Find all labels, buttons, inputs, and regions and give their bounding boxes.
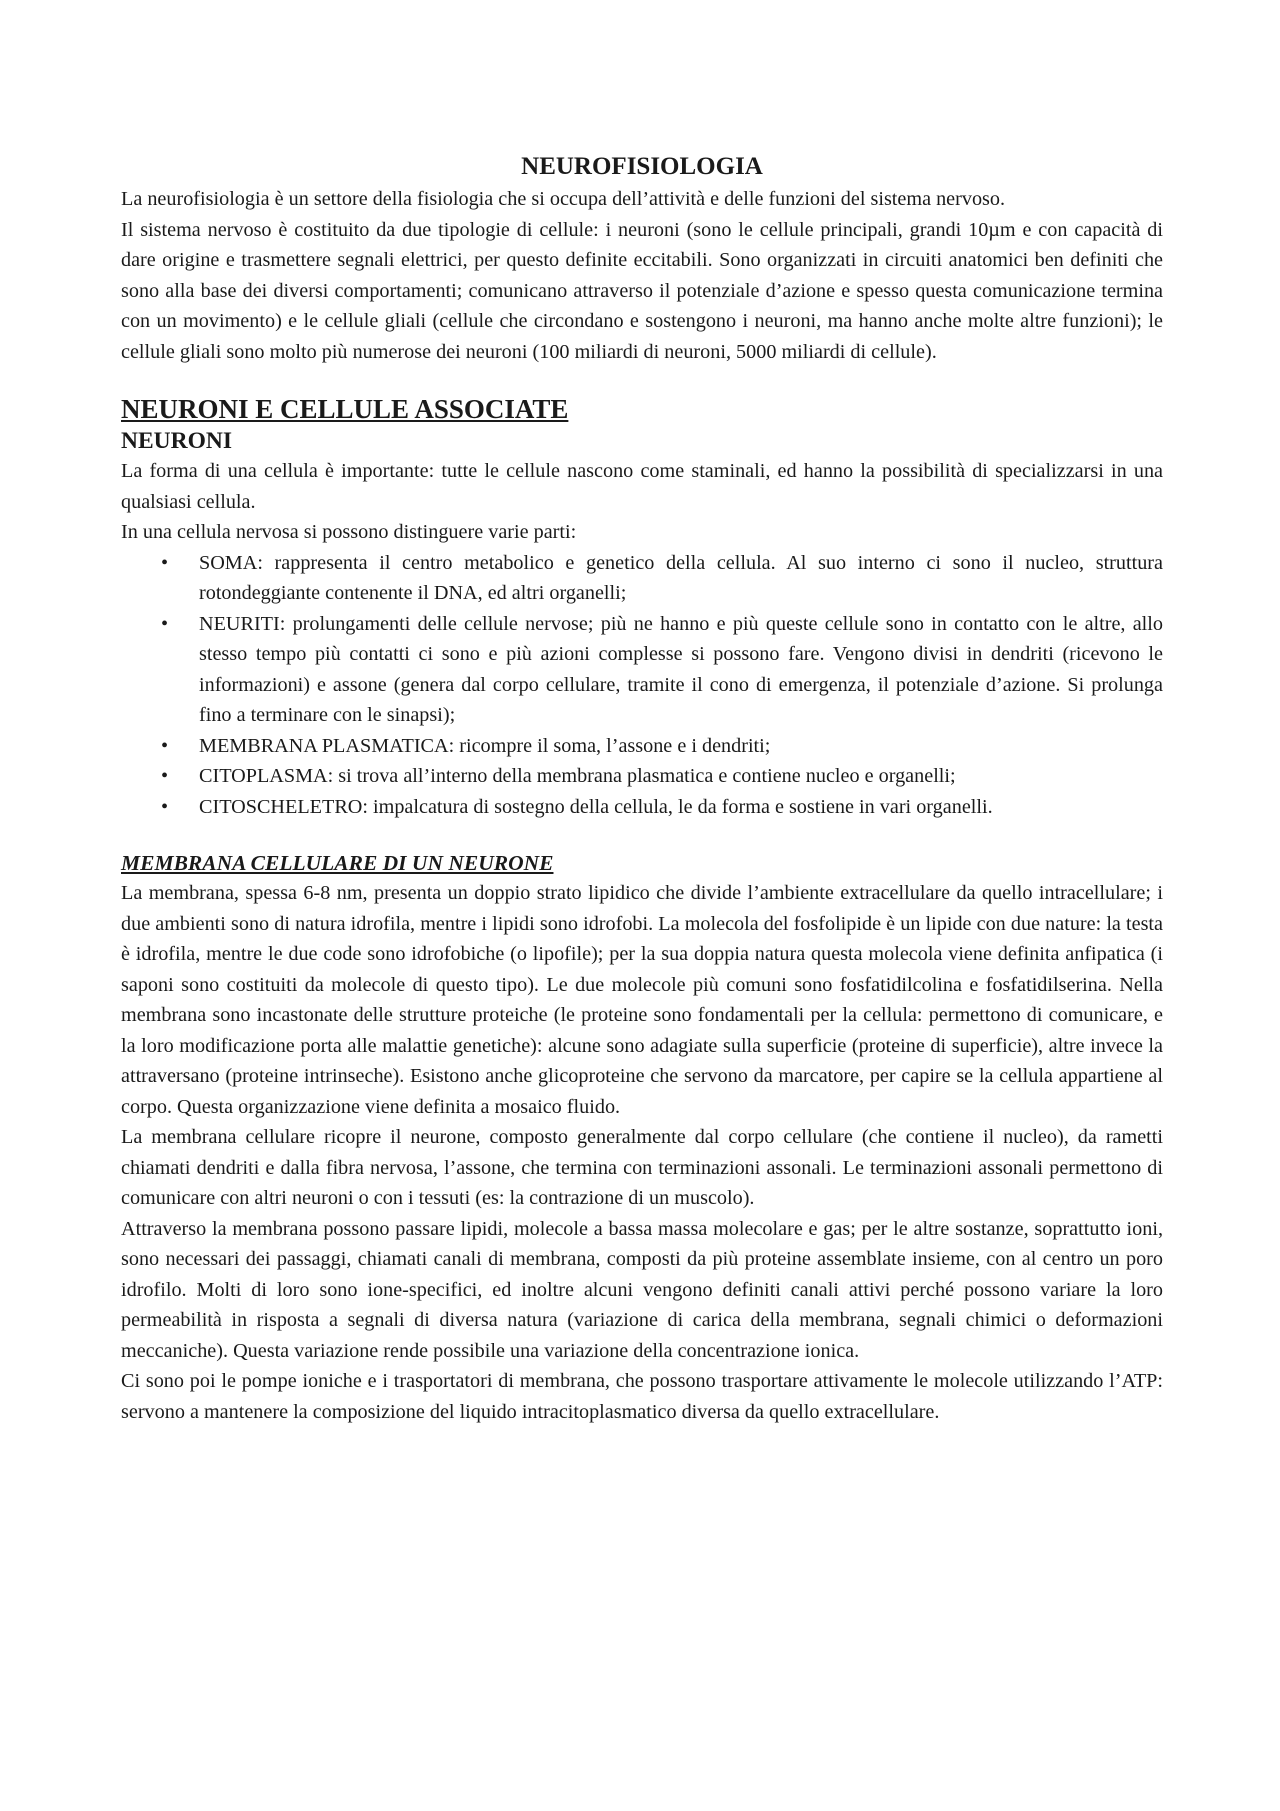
- membrane-paragraph: Ci sono poi le pompe ioniche e i trasportatori di membrana, che possono trasportare attivamente le molecole utilizzando l’ATP: servono a mantenere la composizione del liquido intracitoplasmatico diversa da quello extracellulare.: [121, 1370, 1163, 1423]
- document-page: [121, 150, 1163, 1427]
- intro-paragraph: La neurofisiologia è un settore della fisiologia che si occupa dell’attività e delle funzioni del sistema nervoso.: [121, 188, 1006, 210]
- list-item: [121, 609, 1163, 731]
- intro-paragraph: Il sistema nervoso è costituito da due tipologie di cellule: i neuroni (sono le cellule principali, grandi 10µm e con capacità di dare origine e trasmettere segnali elettrici, per questo definite eccitabili. Sono organizzati in circuiti anatomici ben definiti che sono alla base dei diversi comportamenti; comunicano attraverso il potenziale d’azione e spesso questa comunicazione termina con un movimento) e le cellule gliali (cellule che circondano e sostengono i neuroni, ma hanno anche molte altre funzioni); le cellule gliali sono molto più numerose dei neuroni (100 miliardi di neuroni, 5000 miliardi di cellule).: [121, 218, 1163, 363]
- list-item-text: SOMA: rappresenta il centro metabolico e genetico della cellula. Al suo interno ci sono il nucleo, struttura rotondeggiante contenente il DNA, ed altri organelli;: [199, 551, 1163, 604]
- section-heading: NEURONI E CELLULE ASSOCIATE: [121, 394, 569, 424]
- document-title: NEUROFISIOLOGIA: [521, 153, 763, 180]
- bullet-icon: •: [161, 734, 169, 757]
- list-item: [121, 792, 1163, 823]
- list-item: [121, 761, 1163, 792]
- list-item-text: CITOSCHELETRO: impalcatura di sostegno della cellula, le da forma e sostiene in vari organelli.: [199, 795, 993, 818]
- membrane-paragraph: Attraverso la membrana possono passare lipidi, molecole a bassa massa molecolare e gas; per le altre sostanze, soprattutto ioni, sono necessari dei passaggi, chiamati canali di membrana, composti da più proteine assemblate insieme, con al centro un poro idrofilo. Molti di loro sono ione-specifici, ed inoltre alcuni vengono definiti canali attivi perché possono variare la loro permeabilità in risposta a segnali di diversa natura (variazione di carica della membrana, segnali chimici o deformazioni meccaniche). Questa variazione rende possibile una variazione della concentrazione ionica.: [121, 1217, 1163, 1362]
- list-item-text: CITOPLASMA: si trova all’interno della membrana plasmatica e contiene nucleo e organelli;: [199, 765, 956, 787]
- membrane-paragraph: La membrana, spessa 6-8 nm, presenta un doppio strato lipidico che divide l’ambiente extracellulare da quello intracellulare; i due ambienti sono di natura idrofila, mentre i lipidi sono idrofobi. La molecola del fosfolipide è un lipide con due nature: la testa è idrofila, mentre le due code sono idrofobiche (o lipofile); per la sua doppia natura questa molecola viene definita anfipatica (i saponi sono costituiti da molecole di questo tipo). Le due molecole più comuni sono fosfatidilcolina e fosfatidilserina. Nella membrana sono incastonate delle strutture proteiche (le proteine sono fondamentali per la cellula: permettono di comunicare, e la loro modificazione porta alle malattie genetiche): alcune sono adagiate sulla superficie (proteine di superficie), altre invece la attraversano (proteine intrinseche). Esistono anche glicoproteine che servono da marcatore, per capire se la cellula appartiene al corpo. Questa organizzazione viene definita a mosaico fluido.: [121, 882, 1163, 1118]
- bullet-icon: •: [161, 795, 169, 818]
- neuroni-paragraph: La forma di una cellula è importante: tutte le cellule nascono come staminali, ed hanno la possibilità di specializzarsi in una qualsiasi cellula.: [121, 460, 1163, 513]
- neuroni-paragraph: In una cellula nervosa si possono distinguere varie parti:: [121, 521, 577, 543]
- bullet-icon: •: [161, 551, 169, 574]
- bullet-icon: •: [161, 765, 169, 787]
- list-item-text: NEURITI: prolungamenti delle cellule nervose; più ne hanno e più queste cellule sono in contatto con le altre, allo stesso tempo più contatti ci sono e più azioni complesse si possono fare. Vengono divisi in dendriti (ricevono le informazioni) e assone (genera dal corpo cellulare, tramite il cono di emergenza, il potenziale d’azione. Si prolunga fino a terminare con le sinapsi);: [199, 612, 1163, 726]
- membrane-heading: MEMBRANA CELLULARE DI UN NEURONE: [121, 851, 554, 875]
- membrane-paragraph: La membrana cellulare ricopre il neurone, composto generalmente dal corpo cellulare (che contiene il nucleo), da rametti chiamati dendriti e dalla fibra nervosa, l’assone, che termina con terminazioni assonali. Le terminazioni assonali permettono di comunicare con altri neuroni o con i tessuti (es: la contrazione di un muscolo).: [121, 1126, 1163, 1209]
- list-item: [121, 548, 1163, 609]
- subsection-heading: NEURONI: [121, 428, 232, 454]
- list-item: [121, 731, 1163, 762]
- cell-parts-list: [121, 548, 1163, 823]
- bullet-icon: •: [161, 612, 169, 635]
- list-item-text: MEMBRANA PLASMATICA: ricompre il soma, l’assone e i dendriti;: [199, 734, 771, 757]
